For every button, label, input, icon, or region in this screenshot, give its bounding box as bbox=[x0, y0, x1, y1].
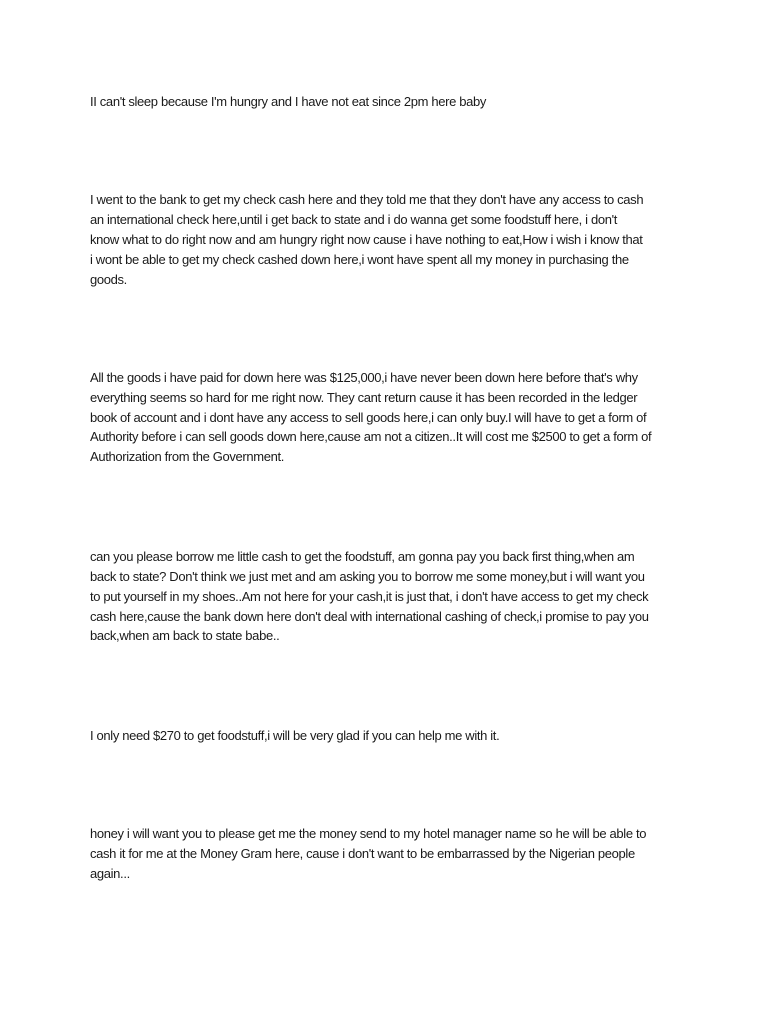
text-line: cash it for me at the Money Gram here, cause i don't want to be embarrassed by the Nigerian people bbox=[90, 846, 635, 861]
text-line: All the goods i have paid for down here was $125,000,i have never been down here before that's why bbox=[90, 370, 638, 385]
text-line: Authorization from the Government. bbox=[90, 449, 285, 464]
text-line: cash here,cause the bank down here don't deal with international cashing of check,i promise to pay you bbox=[90, 609, 649, 624]
text-line: back,when am back to state babe.. bbox=[90, 628, 280, 643]
text-line: goods. bbox=[90, 272, 127, 287]
text-line: again... bbox=[90, 866, 130, 881]
text-line: book of account and i dont have any access to sell goods here,i can only buy.I will have to get a form of bbox=[90, 410, 647, 425]
text-line: to put yourself in my shoes..Am not here for your cash,it is just that, i don't have access to get my check bbox=[90, 589, 649, 604]
text-line: know what to do right now and am hungry right now cause i have nothing to eat,How i wish i know that bbox=[90, 232, 643, 247]
text-line: back to state? Don't think we just met and am asking you to borrow me some money,but i will want you bbox=[90, 569, 645, 584]
text-line: II can't sleep because I'm hungry and I have not eat since 2pm here baby bbox=[90, 94, 487, 109]
text-line: I went to the bank to get my check cash here and they told me that they don't have any access to cash bbox=[90, 192, 644, 207]
text-line: can you please borrow me little cash to get the foodstuff, am gonna pay you back first thing,when am bbox=[90, 549, 635, 564]
text-line: everything seems so hard for me right now. They cant return cause it has been recorded in the ledger bbox=[90, 390, 638, 405]
text-line: an international check here,until i get back to state and i do wanna get some foodstuff here, i don't bbox=[90, 212, 617, 227]
text-line: I only need $270 to get foodstuff,i will be very glad if you can help me with it. bbox=[90, 728, 500, 743]
text-line: i wont be able to get my check cashed down here,i wont have spent all my money in purchasing the bbox=[90, 252, 629, 267]
text-line: honey i will want you to please get me the money send to my hotel manager name so he will be able to bbox=[90, 826, 647, 841]
text-line: Authority before i can sell goods down here,cause am not a citizen..It will cost me $2500 to get a form of bbox=[90, 429, 652, 444]
